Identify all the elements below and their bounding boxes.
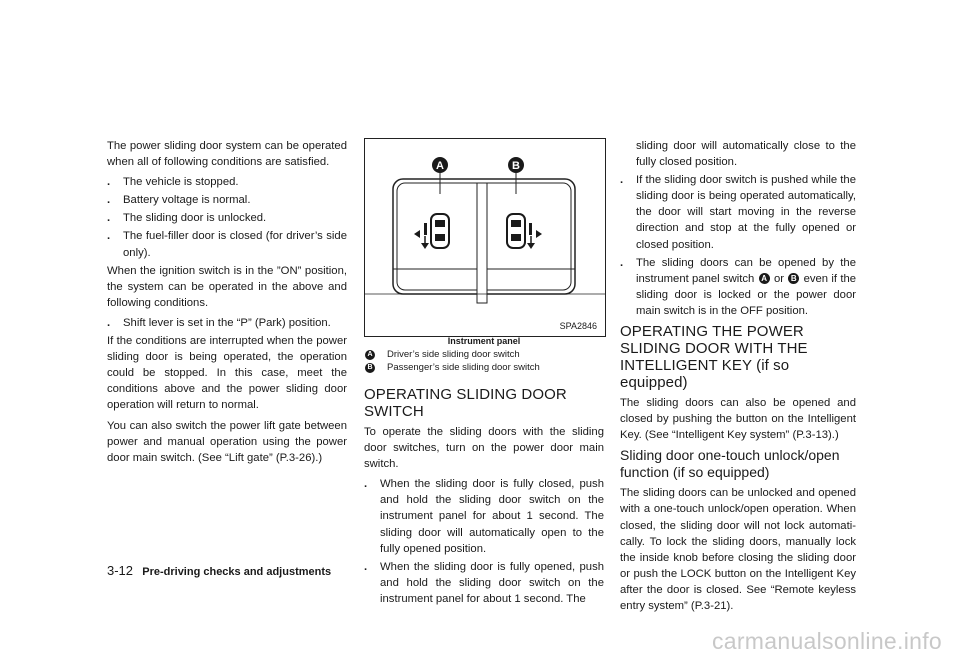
paragraph: If the conditions are interrupted when the power sliding door is being operated, the operation could be stopped. In this case, meet the conditions above and the power sliding door operation will return to normal. — [107, 335, 347, 412]
middle-column — [364, 382, 604, 609]
list-item: . The sliding door is unlocked. — [107, 212, 267, 225]
right-door-icon — [507, 214, 542, 249]
legend-item-a: A Driver’s side sliding door switch — [364, 348, 604, 361]
right-column — [620, 138, 856, 618]
paragraph: The sliding doors can be unlocked and opened with a one-touch unlock/open operation. When closed, the sliding door will not lock automati-cally. To lock the sliding doors, manually lock the inside knob before closing the sliding door or push the LOCK button on the Intelligent Key after the door is closed. See “Remote keyless entry system” (P.3-21). — [620, 487, 856, 612]
left-door-icon — [414, 214, 449, 249]
paragraph: The sliding doors can also be opened and closed by pushing the button on the Intelligent Key. (See “Intelligent Key system” (P.3-13).) — [620, 397, 856, 442]
legend-item-b: B Passenger’s side sliding door switch — [364, 361, 604, 374]
figure-code: SPA2846 — [559, 321, 597, 331]
switch-panel-illustration — [365, 139, 605, 336]
list-item: . Battery voltage is normal. — [107, 194, 251, 207]
inline-label-a: A — [759, 273, 770, 284]
list-item-continued: sliding door will automatically close to the fully closed position. — [636, 140, 856, 169]
figure-legend — [364, 348, 604, 374]
paragraph: To operate the sliding doors with the sliding door switches, turn on the power door main switch. — [364, 426, 604, 471]
subsection-heading: Sliding door one-touch unlock/open function (if so equipped) — [620, 447, 840, 481]
paragraph: When the ignition switch is in the ”ON” position, the system can be operated in the above and following conditions. — [107, 264, 347, 309]
list-item: . If the sliding door switch is pushed while the sliding door is being operated automatically, the door will start moving in the reverse direction and stop at the fully opened or closed position. — [620, 174, 856, 251]
paragraph: You can also switch the power lift gate between power and manual operation using the power door main switch. (See “Lift gate” (P.3-26).) — [107, 419, 347, 464]
section-title: Pre-driving checks and adjustments — [142, 566, 332, 578]
label-b: B — [512, 160, 520, 172]
list-item: . The fuel-filler door is closed (for driver’s side only). — [107, 230, 347, 259]
list-item: . The sliding doors can be opened by the instrument panel switch A or B even if the sliding door is locked or the power door main switch is in the OFF position. — [620, 256, 857, 317]
list-item: . When the sliding door is fully opened, push and hold the sliding door switch on the instrument panel for about 1 second. The — [364, 560, 604, 605]
page-footer — [107, 563, 331, 578]
paragraph: The power sliding door system can be operated when all of following conditions are satisfied. — [107, 140, 347, 169]
page-number: 3-12 — [107, 563, 134, 578]
sliding-door-switch-figure — [364, 138, 606, 337]
list-item: . The vehicle is stopped. — [107, 176, 239, 189]
list-item: . When the sliding door is fully closed, push and hold the sliding door switch on the instrument panel for about 1 second. The sliding door will automatically open to the fully opened position. — [364, 478, 604, 555]
list-item: . Shift lever is set in the “P” (Park) position. — [107, 316, 331, 329]
left-column — [107, 138, 347, 470]
section-heading: OPERATING THE POWER SLIDING DOOR WITH THE INTELLIGENT KEY (if so equipped) — [620, 323, 808, 392]
inline-label-b: B — [788, 273, 799, 284]
watermark: carmanualsonline.info — [711, 628, 942, 654]
figure-caption: Instrument panel — [447, 336, 521, 346]
section-heading: OPERATING SLIDING DOOR SWITCH — [364, 386, 567, 420]
label-a: A — [436, 160, 444, 172]
